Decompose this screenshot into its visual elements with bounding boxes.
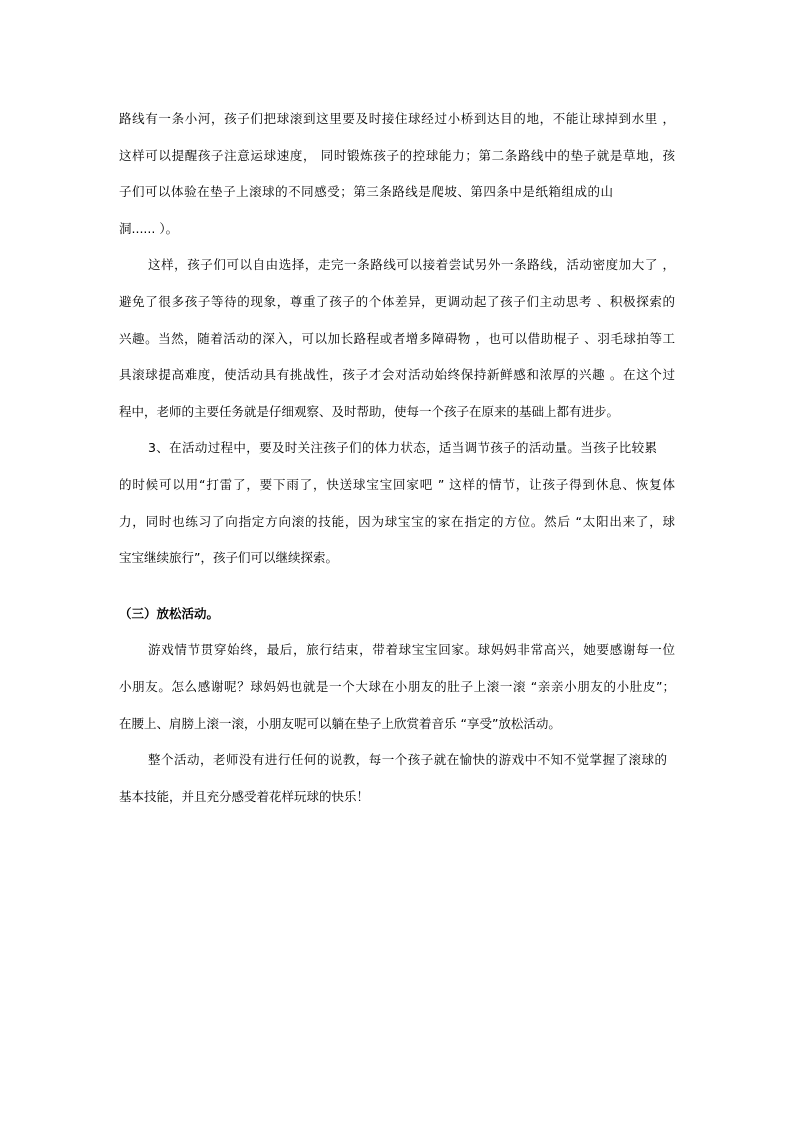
- paragraph: [119, 430, 675, 576]
- text-line: 在腰上、肩膀上滚一滚，小朋友呢可以躺在垫子上欣赏着音乐 “享受”放松活动。: [119, 715, 561, 731]
- text-line: 基本技能，并且充分感受着花样玩球的快乐！: [119, 788, 370, 804]
- text-line: 程中，老师的主要任务就是仔细观察、及时帮助，使每一个孩子在原来的基础上都有进步。: [119, 403, 620, 419]
- text-line: 的时候可以用“打雷了，要下雨了，快送球宝宝回家吧 ” 这样的情节，让孩子得到休息、恢复体: [119, 476, 675, 492]
- section-heading: （三）放松活动。: [119, 605, 220, 621]
- text-line: 宝宝继续旅行”，孩子们可以继续探索。: [119, 550, 338, 566]
- paragraph: [119, 742, 675, 815]
- paragraph: [119, 247, 675, 430]
- text-line: 洞...... ）。: [119, 220, 179, 236]
- text-line: 具滚球提高难度，使活动具有挑战性，孩子才会对活动始终保持新鲜感和浓厚的兴趣 。在这个过: [119, 367, 675, 383]
- text-line: 兴趣。当然，随着活动的深入，可以加长路程或者增多障碍物 ，也可以借助棍子 、羽毛球拍等工: [119, 330, 675, 346]
- document-body: [119, 101, 675, 815]
- text-line: 这样可以提醒孩子注意运球速度， 同时锻炼孩子的控球能力；第二条路线中的垫子就是草地，孩: [119, 147, 675, 163]
- text-line: 整个活动，老师没有进行任何的说教，每一个孩子就在愉快的游戏中不知不觉掌握了滚球的: [148, 752, 667, 768]
- text-line: 路线有一条小河，孩子们把球滚到这里要及时接住球经过小桥到达目的地，不能让球掉到水里 ，: [119, 111, 675, 126]
- text-line: 这样，孩子们可以自由选择，走完一条路线可以接着尝试另外一条路线，活动密度加大了 ，: [148, 257, 675, 273]
- text-line: 3、在活动过程中，要及时关注孩子们的体力状态，适当调节孩子的活动量。当孩子比较累: [148, 440, 657, 456]
- text-line: 避免了很多孩子等待的现象，尊重了孩子的个体差异，更调动起了孩子们主动思考 、积极探索的: [119, 293, 675, 309]
- paragraph: [119, 101, 675, 247]
- paragraph: [119, 632, 675, 742]
- text-line: 游戏情节贯穿始终，最后，旅行结束，带着球宝宝回家。球妈妈非常高兴，她要感谢每一位: [148, 642, 675, 658]
- text-line: 子们可以体验在垫子上滚球的不同感受；第三条路线是爬坡、第四条中是纸箱组成的山: [119, 184, 613, 200]
- text-line: 小朋友。怎么感谢呢？球妈妈也就是一个大球在小朋友的肚子上滚一滚 “亲亲小朋友的小肚皮”；: [119, 678, 675, 694]
- text-line: 力，同时也练习了向指定方向滚的技能，因为球宝宝的家在指定的方位。然后 “太阳出来了，球: [119, 513, 675, 529]
